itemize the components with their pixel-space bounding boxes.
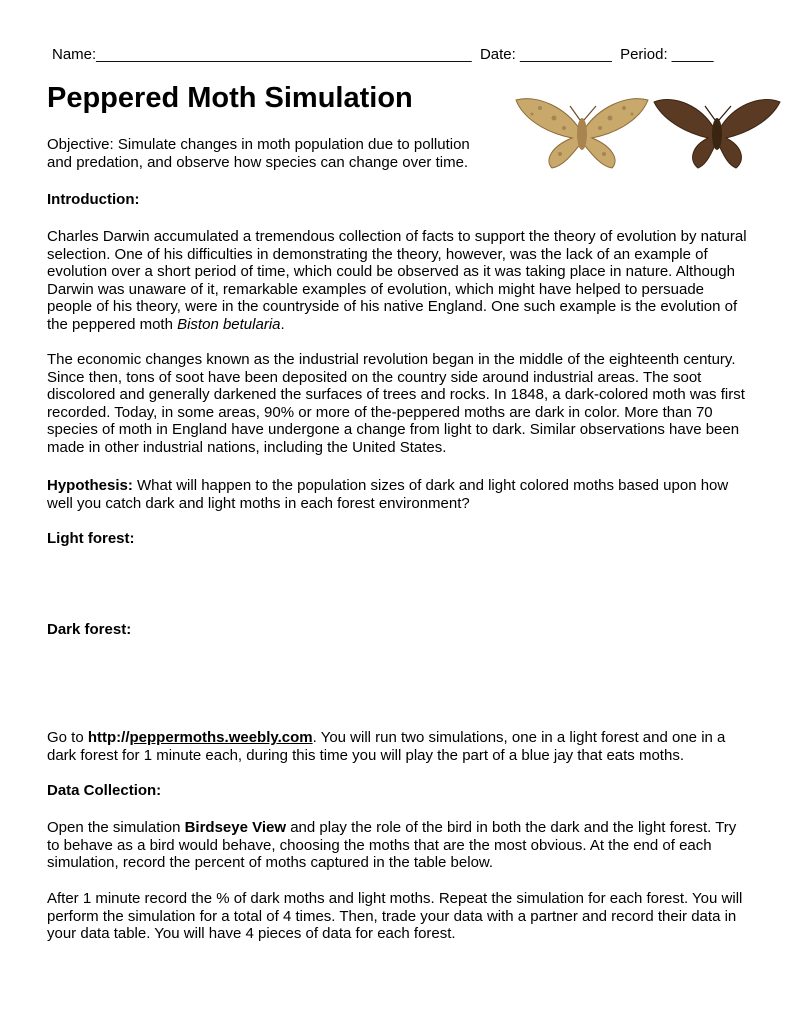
data-collection-paragraph-2: After 1 minute record the % of dark moths and light moths. Repeat the simulation for each forest. You will perform the simulation for a total of 4 times. Then, trade your data with a partner and record their data in your data table. You will have 4 pieces of data for each forest. [47,890,743,943]
dc-text-start: Open the simulation [47,819,185,836]
header-line [52,46,713,63]
link-host[interactable]: peppermoths.weebly.com [129,729,313,746]
dc-text-end: and play the role of the bird in both the dark and the light forest. Try to behave as a bird would behave, choosing the moths that are the most obvious. At the end of each simulation, record the percent of moths captured in the table below. [47,819,737,872]
birdseye-view-label: Birdseye View [184,819,287,836]
hypothesis-question: What will happen to the population sizes of dark and light colored moths based upon how well you catch dark and light moths in each forest environment? [47,477,729,512]
hypothesis-label: Hypothesis: [47,477,133,494]
data-collection-heading: Data Collection: [47,782,162,799]
data-collection-paragraph-1 [47,819,752,872]
introduction-heading: Introduction: [47,191,140,208]
light-forest-label: Light forest: [47,530,135,547]
page-title: Peppered Moth Simulation [47,82,413,114]
species-name: Biston betularia [177,315,281,333]
goto-prefix: Go to [47,729,88,746]
name-field: Name:_____________________________________________ [52,46,472,63]
light-moth-icon [516,99,648,168]
goto-instructions [47,729,752,764]
date-field: Date: ___________ [479,46,612,63]
introduction-paragraph-2: The economic changes known as the industrial revolution began in the middle of the eighteenth century. Since then, tons of soot have been deposited on the country side around industrial areas. The soot discolored and generally darkened the surfaces of trees and rocks. In 1848, a dark-colored moth was first recorded. Today, in some areas, 90% or more of the-peppered moths are dark in color. More than 70 species of moth in England have undergone a change from light to dark. Similar observations have been made in other industrial nations, including the United States. [47,351,745,456]
link-scheme[interactable]: http:// [87,729,130,746]
dark-moth-icon [654,100,780,168]
intro-text-end: . [280,315,285,333]
intro-text: Charles Darwin accumulated a tremendous collection of facts to support the theory of evolution by natural selection. One of his difficulties in demonstrating the theory, however, was the lack of an example of evolution over a short period of time, which could be observed as it was taking place in nature. Although Darwin was unaware of it, remarkable examples of evolution, which might have helped to persuade people of his theory, were in the countryside of his native England. One such example is the evolution of the peppered moth [47,228,747,333]
introduction-paragraph-1 [47,228,752,334]
dark-forest-label: Dark forest: [47,621,132,638]
simulation-link[interactable] [88,729,313,746]
objective: Objective: Simulate changes in moth population due to pollution and predation, and observe how species can change over time. [47,136,470,171]
peppered-moths-image [512,88,782,172]
hypothesis [47,477,752,512]
period-field: Period: _____ [620,46,714,63]
goto-suffix: . You will run two simulations, one in a light forest and one in a dark forest for 1 minute each, during this time you will play the part of a blue jay that eats moths. [47,729,726,764]
